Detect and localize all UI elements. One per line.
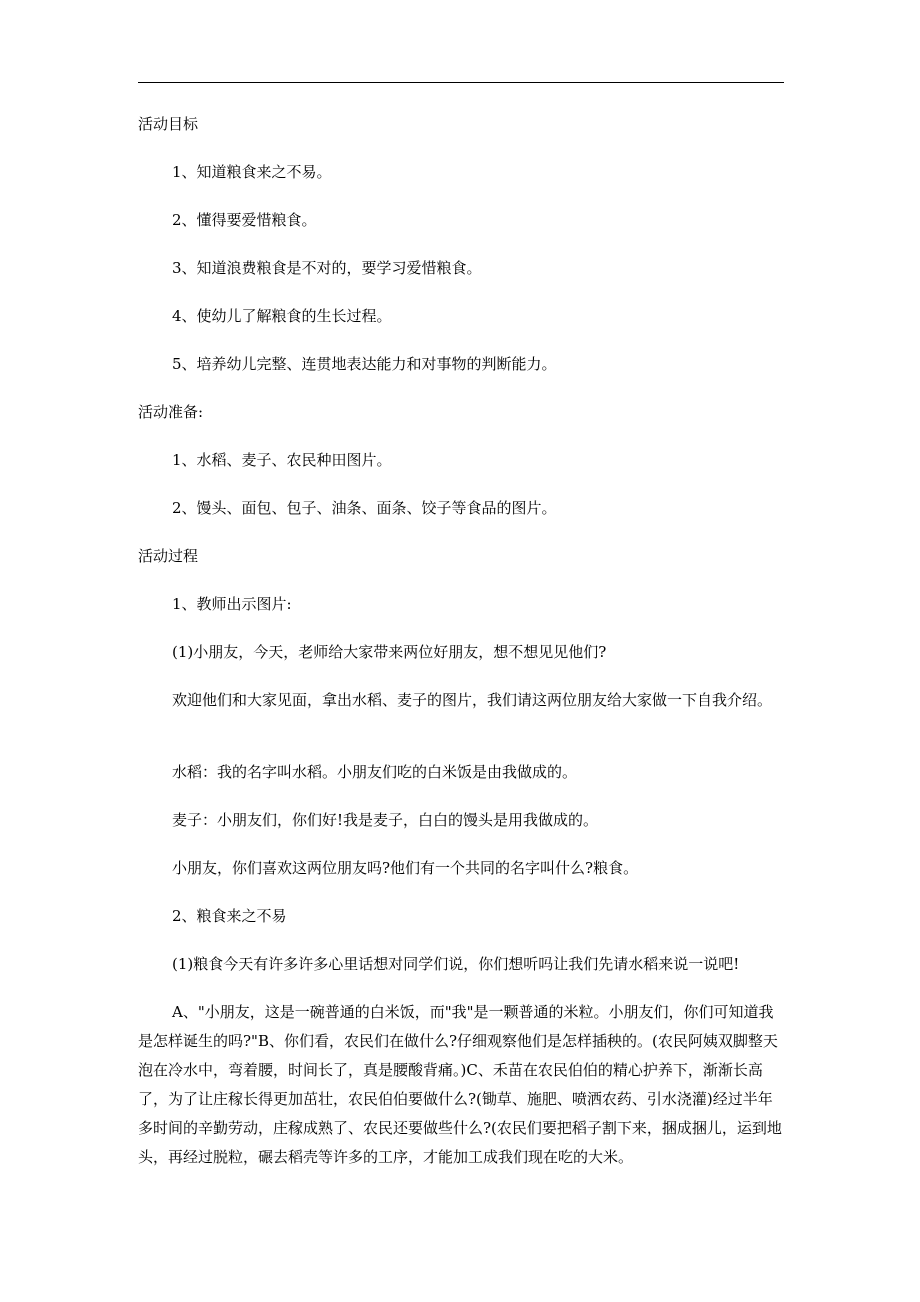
goal-item-1: 1、知道粮食来之不易。	[172, 163, 332, 181]
heading-prep: 活动准备:	[138, 403, 204, 421]
step1-welcome-paragraph: 欢迎他们和大家见面，拿出水稻、麦子的图片，我们请这两位朋友给大家做一下自我介绍。	[172, 691, 773, 709]
heading-process: 活动过程	[138, 547, 199, 565]
step2-story-paragraph: A、"小朋友，这是一碗普通的白米饭，而"我"是一颗普通的米粒。小朋友们，你们可知道我是怎样诞生的吗?"B、你们看，农民们在做什么?仔细观察他们是怎样插秧的。(农民阿姨双脚整天泡在冷水中，弯着腰，时间长了，真是腰酸背痛。)C、禾苗在农民伯伯的精心护养下，渐渐长高了，为了让庄稼长得更加茁壮，农民伯伯要做什么?(锄草、施肥、喷洒农药、引水浇灌)经过半年多时间的辛勤劳动，庄稼成熟了、农民还要做些什么?(农民们要把稻子割下来，捆成捆儿，运到地头，再经过脱粒，碾去稻壳等许多的工序，才能加工成我们现在吃的大米。	[138, 1003, 782, 1166]
step1-wheat-intro: 麦子：小朋友们，你们好!我是麦子，白白的馒头是用我做成的。	[172, 811, 599, 829]
goal-item-3: 3、知道浪费粮食是不对的，要学习爱惜粮食。	[172, 259, 482, 277]
prep-item-1: 1、水稻、麦子、农民种田图片。	[172, 451, 392, 469]
step1-title: 1、教师出示图片:	[172, 595, 292, 613]
prep-item-2: 2、馒头、面包、包子、油条、面条、饺子等食品的图片。	[172, 499, 557, 517]
step2-question: (1)粮食今天有许多许多心里话想对同学们说，你们想听吗让我们先请水稻来说一说吧!	[172, 955, 740, 973]
step1-question: (1)小朋友，今天，老师给大家带来两位好朋友，想不想见见他们?	[172, 643, 607, 661]
step2-title: 2、粮食来之不易	[172, 907, 287, 925]
goal-item-5: 5、培养幼儿完整、连贯地表达能力和对事物的判断能力。	[172, 355, 557, 373]
header-rule	[138, 82, 784, 83]
step1-rice-intro: 水稻：我的名字叫水稻。小朋友们吃的白米饭是由我做成的。	[172, 763, 578, 781]
heading-goals: 活动目标	[138, 115, 199, 133]
step1-ask: 小朋友，你们喜欢这两位朋友吗?他们有一个共同的名字叫什么?粮食。	[172, 859, 639, 877]
goal-item-4: 4、使幼儿了解粮食的生长过程。	[172, 307, 392, 325]
goal-item-2: 2、懂得要爱惜粮食。	[172, 211, 317, 229]
